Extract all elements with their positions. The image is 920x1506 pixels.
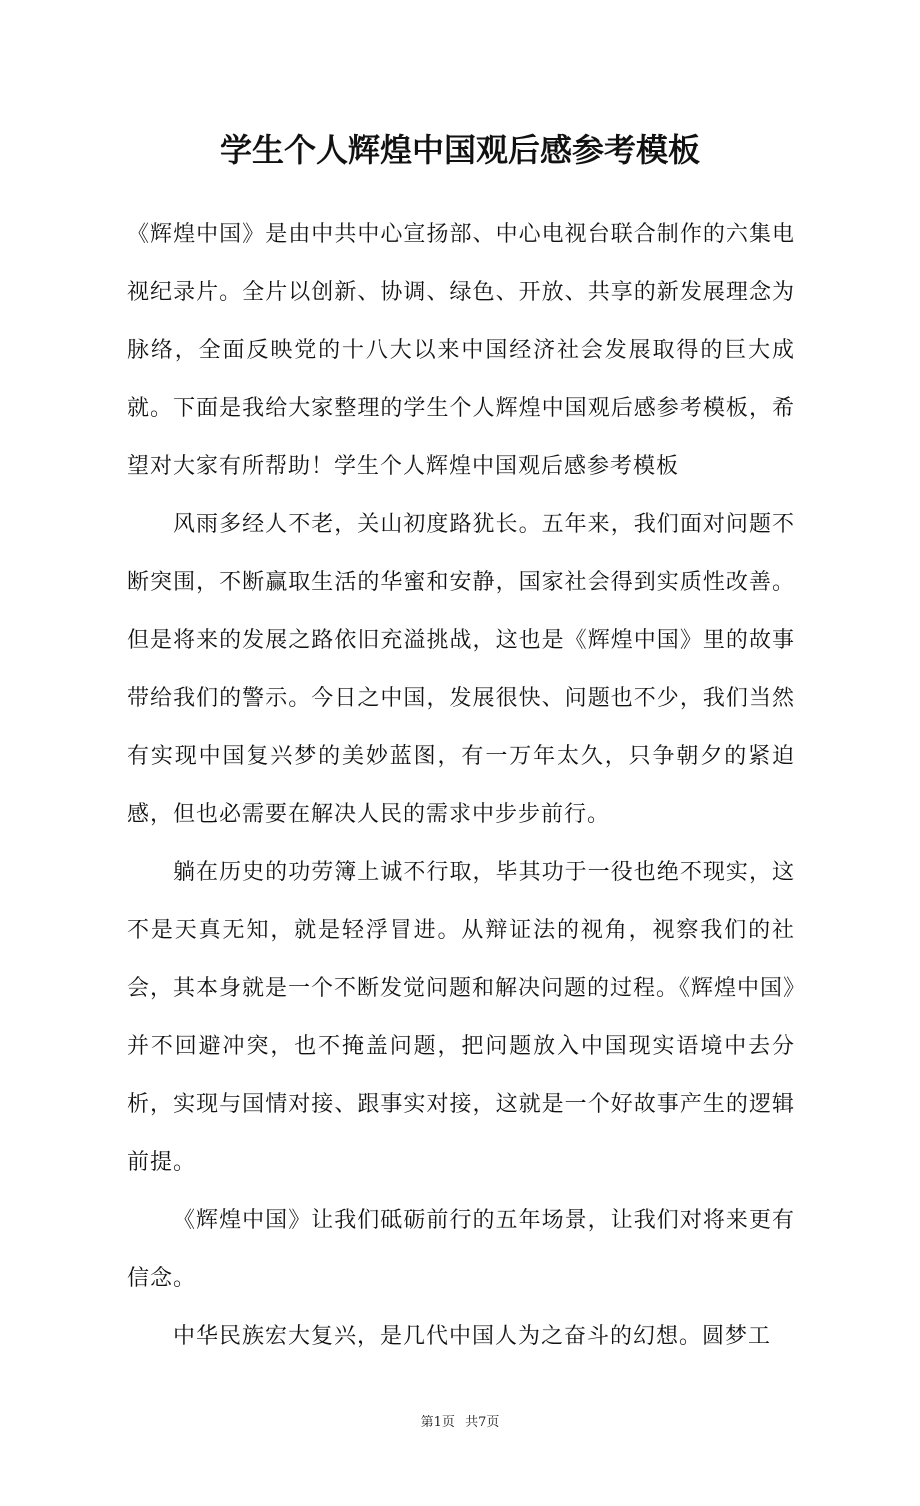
page-number-total: 共7页 <box>465 1415 500 1430</box>
paragraph-4: 《辉煌中国》让我们砥砺前行的五年场景，让我们对将来更有信念。 <box>127 1208 795 1291</box>
paragraph-2: 风雨多经人不老，关山初度路犹长。五年来，我们面对问题不断突围，不断赢取生活的华蜜和安静，国家社会得到实质性改善。但是将来的发展之路依旧充溢挑战，这也是《辉煌中国》里的故事带给我们的警示。今日之中国，发展很快、问题也不少，我们当然有实现中国复兴梦的美妙蓝图，有一万年太久，只争朝夕的紧迫感，但也必需要在解决人民的需求中步步前行。 <box>127 512 795 827</box>
page-number-current: 第1页 <box>420 1415 455 1430</box>
page-footer <box>0 1414 920 1432</box>
document-title: 学生个人辉煌中国观后感参考模板 <box>219 131 700 169</box>
paragraph-3: 躺在历史的功劳簿上诚不行取，毕其功于一役也绝不现实，这不是天真无知，就是轻浮冒进。从辩证法的视角，视察我们的社会，其本身就是一个不断发觉问题和解决问题的过程。《辉煌中国》并不回避冲突，也不掩盖问题，把问题放入中国现实语境中去分析，实现与国情对接、跟事实对接，这就是一个好故事产生的逻辑前提。 <box>127 860 796 1175</box>
paragraph-intro: 《辉煌中国》是由中共中心宣扬部、中心电视台联合制作的六集电视纪录片。全片以创新、协调、绿色、开放、共享的新发展理念为脉络，全面反映党的十八大以来中国经济社会发展取得的巨大成就。下面是我给大家整理的学生个人辉煌中国观后感参考模板，希望对大家有所帮助！学生个人辉煌中国观后感参考模板 <box>127 222 795 479</box>
document-body <box>127 206 795 1366</box>
paragraph-5: 中华民族宏大复兴，是几代中国人为之奋斗的幻想。圆梦工 <box>173 1324 772 1349</box>
